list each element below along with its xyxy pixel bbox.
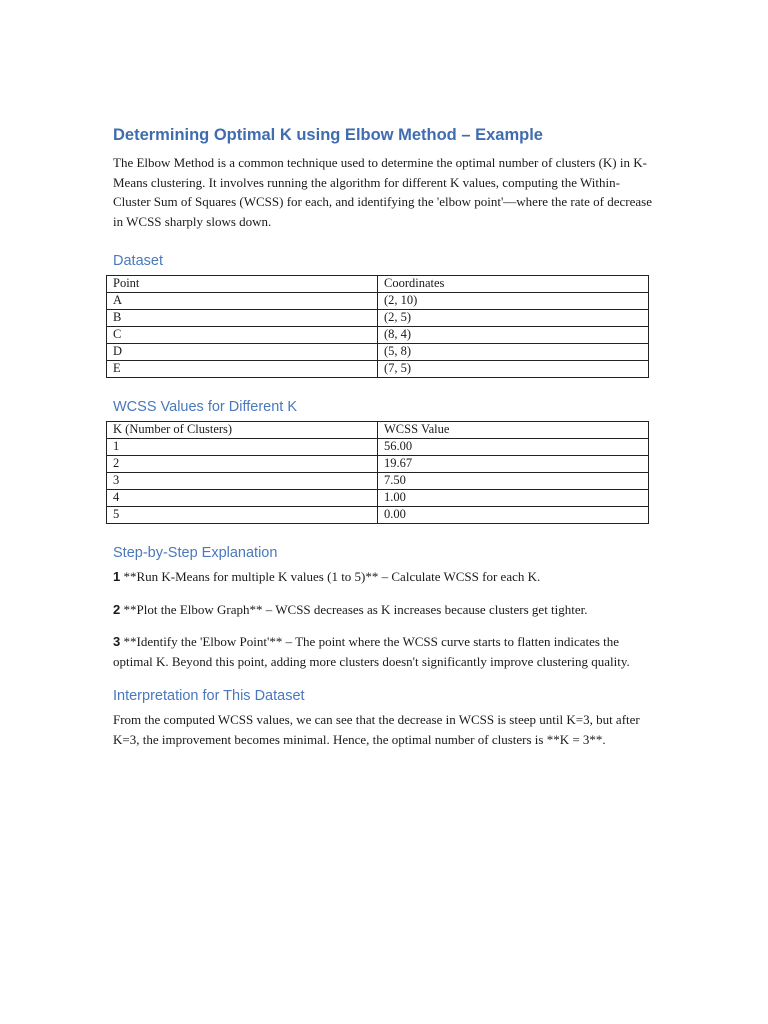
table-header-cell: Coordinates — [378, 276, 649, 293]
step-text: **Identify the 'Elbow Point'** – The point where the WCSS curve starts to flatten indicates the optimal K. Beyond this point, adding more clusters doesn't significantly improve clustering quality. — [113, 634, 630, 669]
table-cell: (8, 4) — [378, 327, 649, 344]
table-cell: 3 — [107, 473, 378, 490]
table-cell: C — [107, 327, 378, 344]
table-row — [107, 310, 649, 327]
dataset-heading: Dataset — [113, 253, 163, 269]
table-cell: 56.00 — [378, 439, 649, 456]
table-cell: 1 — [107, 439, 378, 456]
table-cell: 2 — [107, 456, 378, 473]
table-cell: B — [107, 310, 378, 327]
table-cell: (5, 8) — [378, 344, 649, 361]
table-header-row — [107, 276, 649, 293]
step-number: 2 — [113, 601, 121, 617]
table-row — [107, 361, 649, 378]
dataset-table — [106, 275, 649, 378]
table-cell: 19.67 — [378, 456, 649, 473]
table-cell: 7.50 — [378, 473, 649, 490]
step-text: **Run K-Means for multiple K values (1 to 5)** – Calculate WCSS for each K. — [123, 569, 541, 584]
table-row — [107, 473, 649, 490]
table-cell: 0.00 — [378, 507, 649, 524]
table-cell: A — [107, 293, 378, 310]
table-row — [107, 344, 649, 361]
table-row — [107, 507, 649, 524]
interpretation-paragraph: From the computed WCSS values, we can see that the decrease in WCSS is steep until K=3, but after K=3, the improvement becomes minimal. Hence, the optimal number of clusters is **K = 3**. — [113, 712, 640, 747]
document-title: Determining Optimal K using Elbow Method – Example — [113, 126, 543, 144]
table-header-cell: Point — [107, 276, 378, 293]
table-row — [107, 490, 649, 507]
table-cell: E — [107, 361, 378, 378]
steps-heading: Step-by-Step Explanation — [113, 545, 278, 561]
step-item — [113, 600, 653, 620]
wcss-table — [106, 421, 649, 524]
table-row — [107, 293, 649, 310]
table-cell: D — [107, 344, 378, 361]
table-cell: 4 — [107, 490, 378, 507]
table-cell: 1.00 — [378, 490, 649, 507]
step-number: 3 — [113, 634, 121, 649]
step-item — [113, 567, 653, 587]
interpretation-heading: Interpretation for This Dataset — [113, 688, 305, 704]
step-number: 1 — [113, 569, 121, 584]
table-cell: (2, 5) — [378, 310, 649, 327]
intro-paragraph: The Elbow Method is a common technique used to determine the optimal number of clusters (K) in K-Means clustering. It involves running the algorithm for different K values, computing the Within-Cluster Sum of Squares (WCSS) for each, and identifying the 'elbow point'—where the rate of decrease in WCSS sharply slows down. — [113, 155, 652, 229]
table-header-cell: K (Number of Clusters) — [107, 422, 378, 439]
table-row — [107, 456, 649, 473]
table-cell: 5 — [107, 507, 378, 524]
table-row — [107, 439, 649, 456]
table-row — [107, 327, 649, 344]
step-item — [113, 632, 653, 671]
step-text: **Plot the Elbow Graph** – WCSS decreases as K increases because clusters get tighter. — [123, 601, 588, 617]
table-header-cell: WCSS Value — [378, 422, 649, 439]
table-cell: (7, 5) — [378, 361, 649, 378]
wcss-heading: WCSS Values for Different K — [113, 399, 298, 415]
document-body — [113, 122, 653, 749]
table-cell: (2, 10) — [378, 293, 649, 310]
table-header-row — [107, 422, 649, 439]
